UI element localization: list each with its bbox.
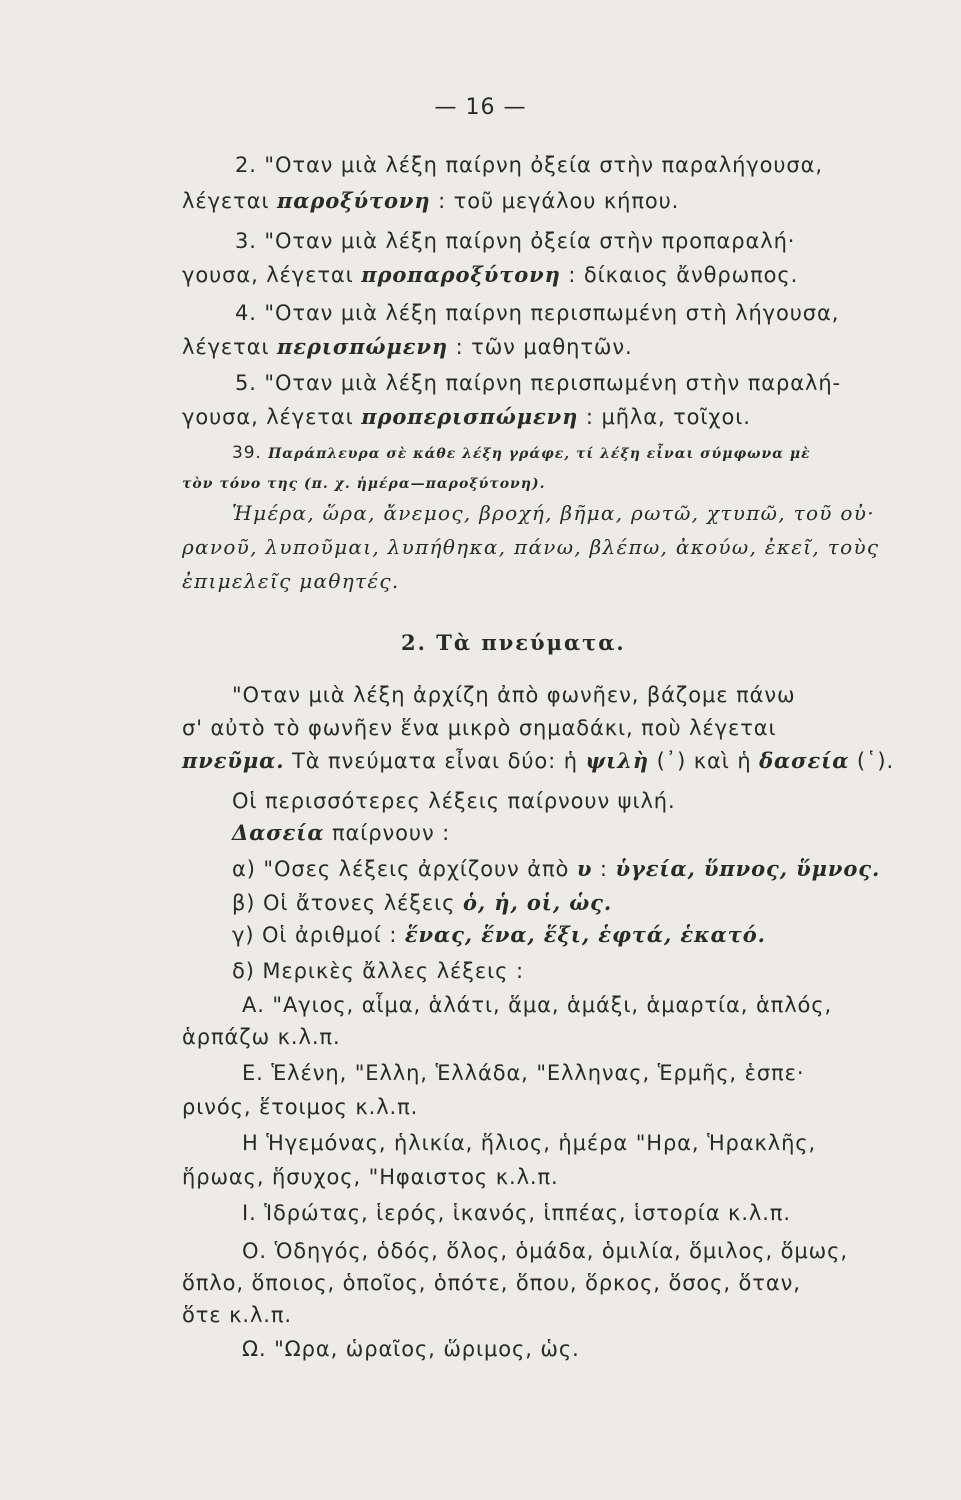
case-g: γ) Οἱ ἀριθμοί : ἕνας, ἕνα, ἕξι, ἑφτά, ἑκατό. bbox=[232, 922, 766, 947]
rule-3-line-2: γουσα, λέγεται προπαροξύτονη : δίκαιος ἄνθρωπος. bbox=[182, 262, 799, 287]
list-omega-line-1: Ω. "Ωρα, ὡραῖος, ὥριμος, ὡς. bbox=[242, 1337, 580, 1361]
case-g-examples: ἕνας, ἕνα, ἕξι, ἑφτά, ἑκατό. bbox=[404, 922, 766, 947]
breathings-para-line-2: σ' αὐτὸ τὸ φωνῆεν ἕνα μικρὸ σημαδάκι, ποὺ λέγεται bbox=[182, 716, 777, 740]
case-a-examples: ὑγεία, ὕπνος, ὕμνος. bbox=[615, 856, 881, 881]
list-omicron-line-1: Ο. Ὁδηγός, ὁδός, ὅλος, ὁμάδα, ὁμιλία, ὅμιλος, ὅμως, bbox=[242, 1239, 848, 1263]
daseia-intro: Δασεία παίρνουν : bbox=[232, 820, 451, 845]
list-iota-line-1: Ι. Ἱδρώτας, ἱερός, ἱκανός, ἱππέας, ἱστορία κ.λ.π. bbox=[242, 1201, 791, 1225]
rule-5-line-1: 5. "Οταν μιὰ λέξη παίρνη περισπωμένη στὴν παραλή- bbox=[235, 371, 842, 395]
term-psili: ψιλὴ bbox=[585, 748, 650, 773]
psili-note: Οἱ περισσότερες λέξεις παίρνουν ψιλή. bbox=[232, 789, 676, 813]
term-daseia-heading: Δασεία bbox=[232, 820, 325, 845]
list-omicron-line-3: ὅτε κ.λ.π. bbox=[182, 1303, 292, 1327]
exercise-39-line-2: τὸν τόνο της (π. χ. ἡμέρα—παροξύτονη). bbox=[182, 476, 546, 492]
case-a: α) "Οσες λέξεις ἀρχίζουν ἀπὸ υ : ὑγεία, ὕπνος, ὕμνος. bbox=[232, 856, 881, 881]
term-properispomeni: προπερισπώμενη bbox=[361, 404, 579, 429]
list-epsilon-line-1: Ε. Ἑλένη, "Ελλη, Ἑλλάδα, "Ελληνας, Ἑρμῆς, ἑσπε· bbox=[242, 1061, 805, 1085]
list-omicron-line-2: ὅπλο, ὅποιος, ὁποῖος, ὁπότε, ὅπου, ὅρκος, ὅσος, ὅταν, bbox=[182, 1271, 801, 1295]
rule-4-line-1: 4. "Οταν μιὰ λέξη παίρνη περισπωμένη στὴ λήγουσα, bbox=[235, 301, 840, 325]
list-epsilon-line-2: ρινός, ἕτοιμος κ.λ.π. bbox=[182, 1095, 419, 1119]
list-alpha-line-2: ἁρπάζω κ.λ.π. bbox=[182, 1025, 341, 1049]
rule-2-line-2: λέγεται παροξύτονη : τοῦ μεγάλου κήπου. bbox=[182, 188, 680, 213]
section-title: 2. Τὰ πνεύματα. bbox=[401, 630, 626, 655]
exercise-words-line-2: ρανοῦ, λυποῦμαι, λυπήθηκα, πάνω, βλέπω, ἀκούω, ἐκεῖ, τοὺς bbox=[182, 535, 880, 559]
page-number: — 16 — bbox=[434, 95, 527, 120]
term-proparoxytone: προπαροξύτονη bbox=[361, 262, 561, 287]
rule-4-line-2: λέγεται περισπώμενη : τῶν μαθητῶν. bbox=[182, 334, 633, 359]
rule-3-line-1: 3. "Οταν μιὰ λέξη παίρνη ὀξεία στὴν προπαραλή· bbox=[235, 229, 796, 253]
rule-5-line-2: γουσα, λέγεται προπερισπώμενη : μῆλα, τοῖχοι. bbox=[182, 404, 751, 429]
list-eta-line-1: Η Ἡγεμόνας, ἡλικία, ἥλιος, ἡμέρα "Ηρα, Ἡρακλῆς, bbox=[242, 1131, 817, 1155]
term-paroxytone: παροξύτονη bbox=[277, 188, 431, 213]
case-b: β) Οἱ ἄτονες λέξεις ὁ, ἡ, οἱ, ὡς. bbox=[232, 890, 613, 915]
list-eta-line-2: ἥρωας, ἥσυχος, "Ηφαιστος κ.λ.π. bbox=[182, 1165, 559, 1189]
breathings-para-line-3: πνεῦμα. Τὰ πνεύματα εἶναι δύο: ἡ ψιλὴ (᾿) καὶ ἡ δασεία (῾). bbox=[182, 748, 895, 773]
exercise-words-line-3: ἐπιμελεῖς μαθητές. bbox=[182, 569, 400, 593]
case-d: δ) Μερικὲς ἄλλες λέξεις : bbox=[232, 959, 524, 983]
term-pneuma: πνεῦμα. bbox=[182, 748, 285, 773]
breathings-para-line-1: "Οταν μιὰ λέξη ἀρχίζη ἀπὸ φωνῆεν, βάζομε πάνω bbox=[232, 683, 796, 707]
exercise-39-line-1: 39. Παράπλευρα σὲ κάθε λέξη γράφε, τί λέξη εἶναι σύμφωνα μὲ bbox=[232, 443, 811, 463]
exercise-words-line-1: Ἡμέρα, ὥρα, ἄνεμος, βροχή, βῆμα, ρωτῶ, χτυπῶ, τοῦ οὐ· bbox=[232, 501, 875, 525]
exercise-number: 39. bbox=[232, 443, 262, 463]
list-alpha-line-1: Α. "Αγιος, αἷμα, ἁλάτι, ἅμα, ἁμάξι, ἁμαρτία, ἁπλός, bbox=[242, 993, 833, 1017]
term-daseia: δασεία bbox=[759, 748, 850, 773]
case-b-examples: ὁ, ἡ, οἱ, ὡς. bbox=[462, 890, 613, 915]
rule-2-line-1: 2. "Οταν μιὰ λέξη παίρνη ὀξεία στὴν παραλήγουσα, bbox=[235, 153, 823, 177]
term-perispomeni: περισπώμενη bbox=[277, 334, 449, 359]
